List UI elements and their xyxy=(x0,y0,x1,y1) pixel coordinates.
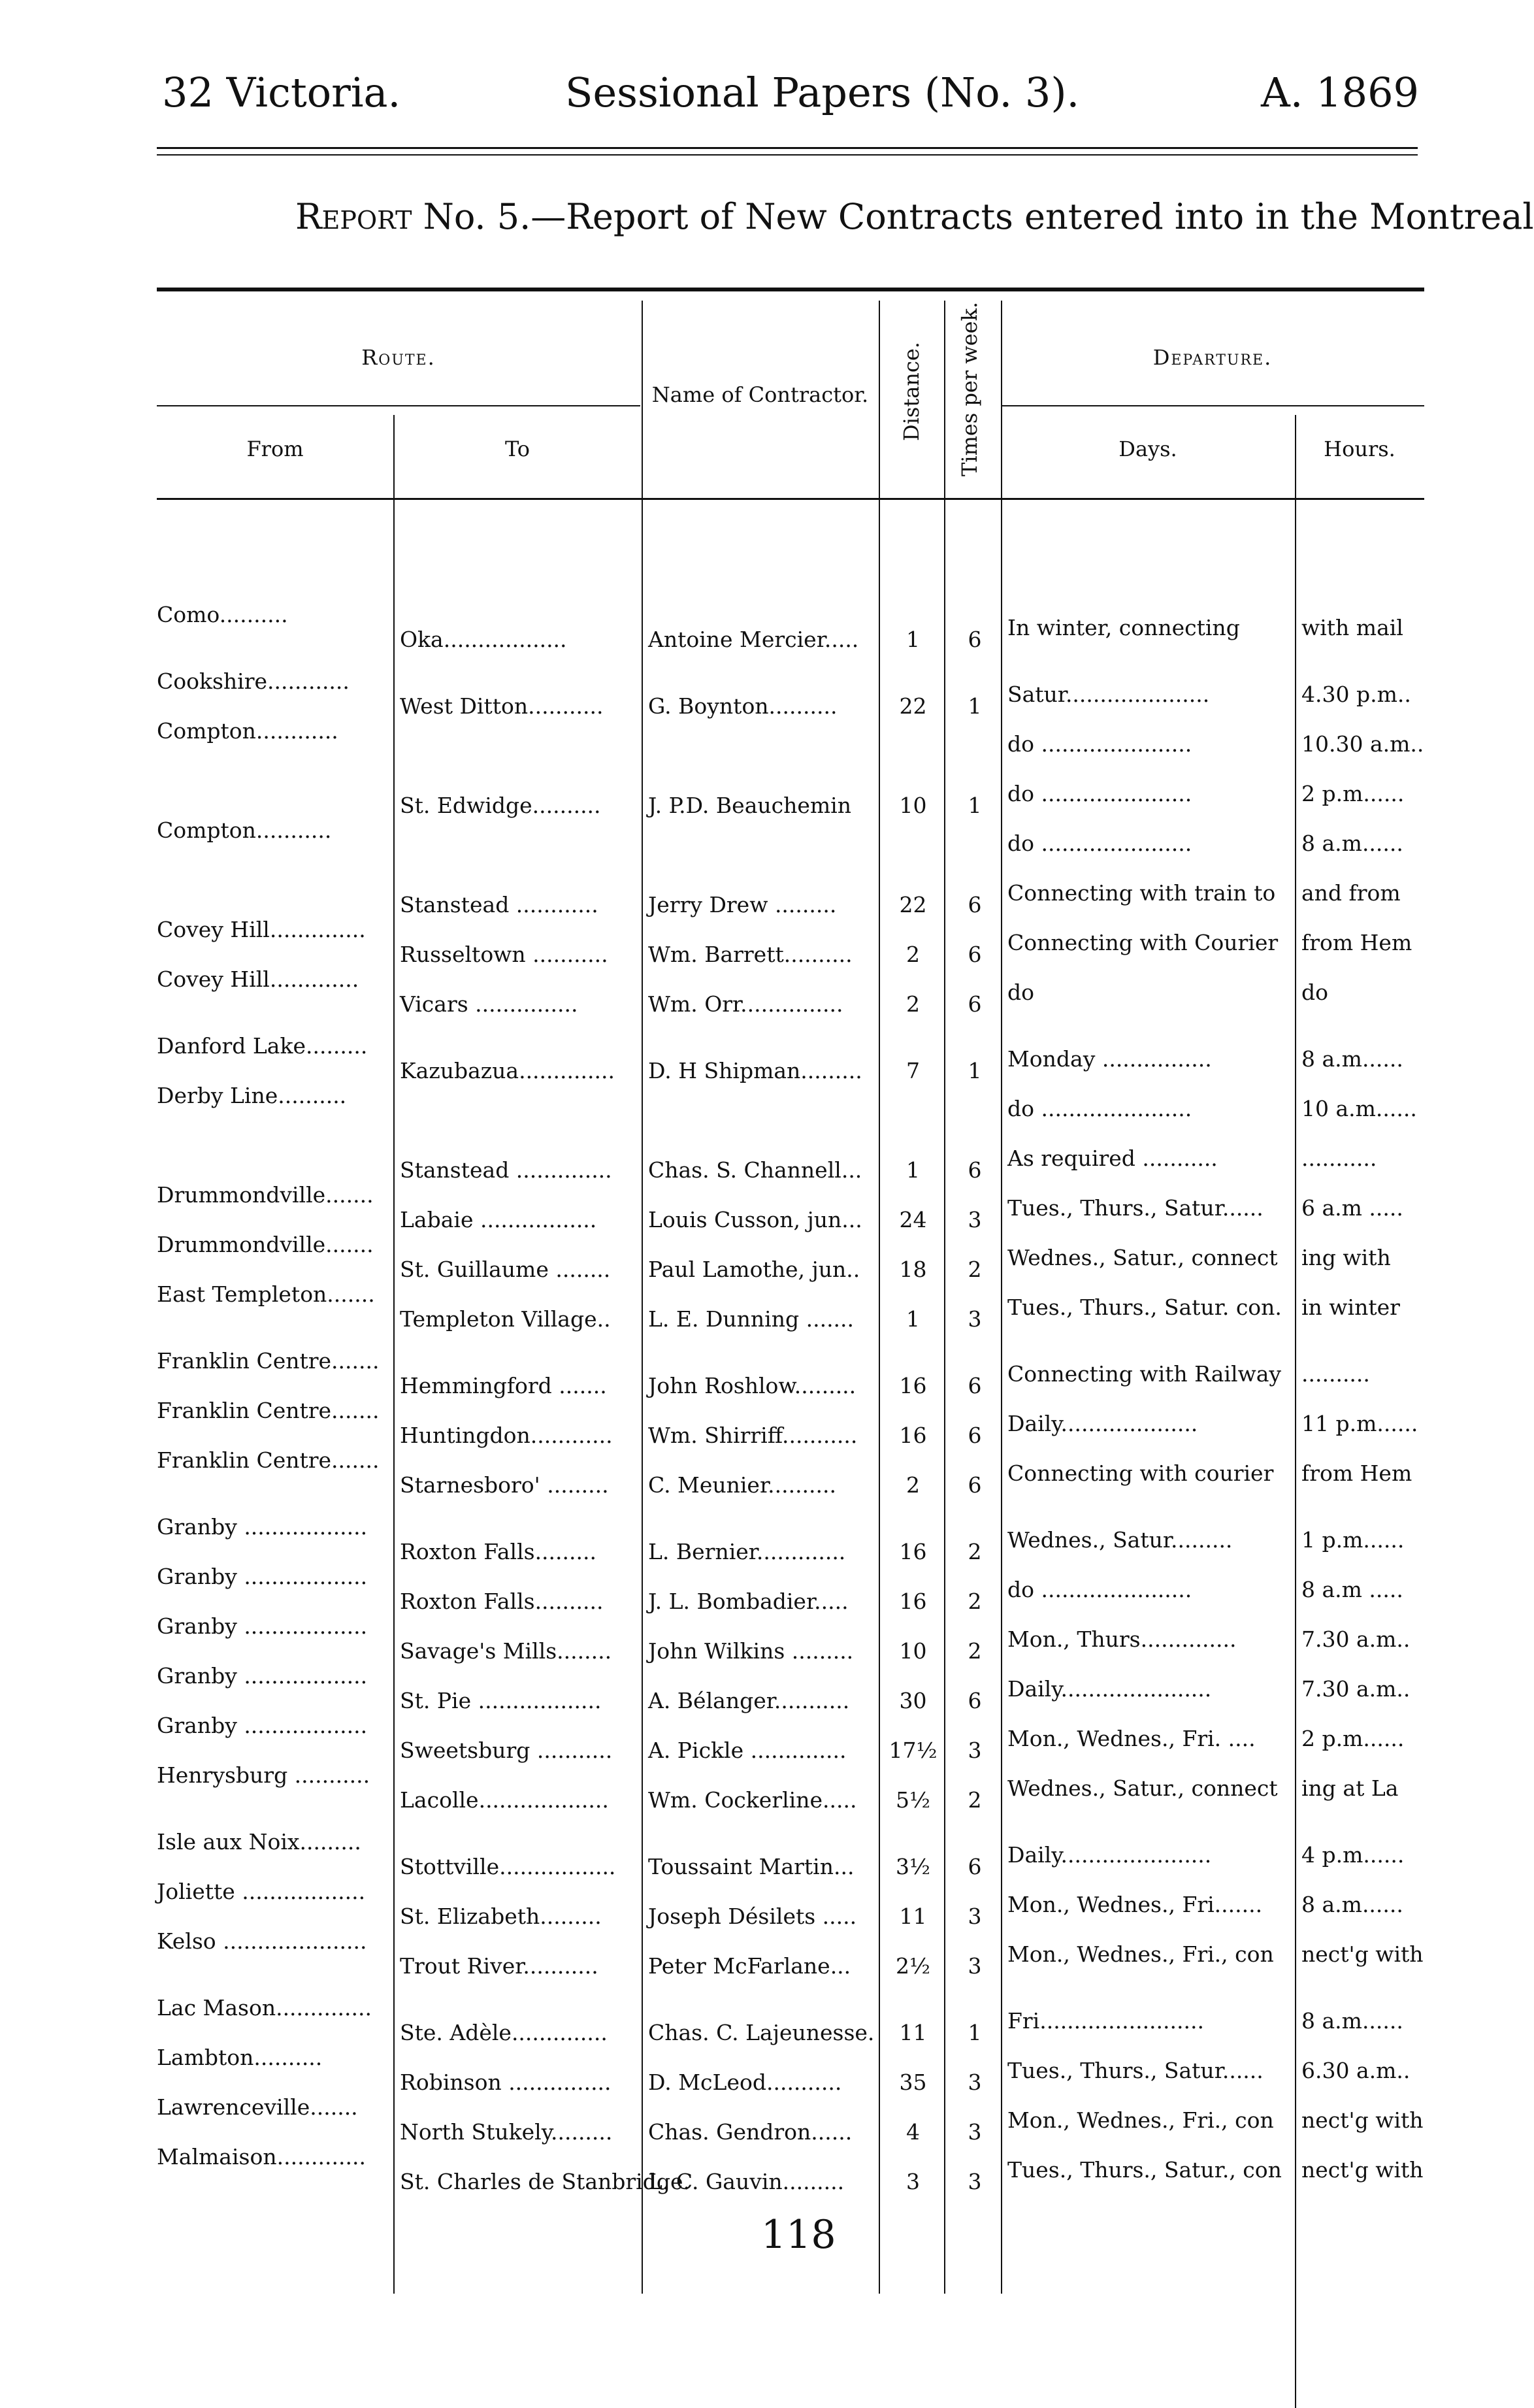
row-contractor: Wm. Shirriff........... xyxy=(648,1423,858,1448)
row-contractor: G. Boynton.......... xyxy=(648,693,838,719)
row-to: Stanstead ............ xyxy=(400,892,598,917)
table-row xyxy=(157,602,1424,651)
row-distance: 7 xyxy=(906,1058,920,1083)
table-row xyxy=(157,668,1424,718)
row-days: Wednes., Satur., connect xyxy=(1007,1775,1278,1801)
row-from: Franklin Centre....... xyxy=(157,1398,380,1423)
row-hours: 6.30 a.m.. xyxy=(1301,2058,1411,2083)
row-contractor: Wm. Barrett.......... xyxy=(648,942,853,967)
table-row xyxy=(157,2045,1424,2094)
row-from: Granby .................. xyxy=(157,1663,368,1689)
row-to: Sweetsburg ........... xyxy=(400,1738,613,1763)
row-from: Granby .................. xyxy=(157,1713,368,1738)
row-contractor: John Wilkins ......... xyxy=(648,1638,854,1664)
table-row xyxy=(157,966,1424,1016)
row-from: Compton........... xyxy=(157,817,332,843)
row-contractor: J. L. Bombadier..... xyxy=(648,1589,849,1614)
row-distance: 24 xyxy=(899,1207,927,1232)
report-lead: Report xyxy=(295,196,412,237)
row-hours: 10.30 a.m.. xyxy=(1301,731,1424,757)
row-hours: 1 p.m...... xyxy=(1301,1527,1405,1553)
row-days: Wednes., Satur......... xyxy=(1007,1527,1233,1553)
table-row xyxy=(157,1281,1424,1331)
row-contractor: Toussaint Martin... xyxy=(648,1854,855,1879)
row-days: Connecting with Courier xyxy=(1007,930,1279,955)
row-contractor: A. Bélanger........... xyxy=(648,1688,850,1713)
row-days: Monday ................ xyxy=(1007,1046,1212,1072)
col-distance: Distance. xyxy=(899,342,924,441)
row-from: Como.......... xyxy=(157,602,288,627)
row-from: Franklin Centre....... xyxy=(157,1348,380,1374)
table-row xyxy=(157,867,1424,917)
header-rule-top xyxy=(157,147,1418,149)
row-days: Mon., Wednes., Fri., con xyxy=(1007,1941,1274,1967)
row-distance: 22 xyxy=(899,892,927,917)
contracts-table xyxy=(157,288,1424,2294)
row-distance: 3 xyxy=(906,2169,920,2194)
row-from: Joliette .................. xyxy=(157,1879,366,1904)
row-distance: 30 xyxy=(899,1688,927,1713)
table-row xyxy=(157,1083,1424,1132)
row-distance: 11 xyxy=(899,2020,927,2045)
row-days: Daily...................... xyxy=(1007,1842,1212,1868)
row-hours: 11 p.m...... xyxy=(1301,1411,1418,1436)
row-days: do ...................... xyxy=(1007,731,1192,757)
row-to: Stanstead .............. xyxy=(400,1157,612,1183)
report-subtitle xyxy=(295,196,1534,237)
row-times: 1 xyxy=(968,2020,982,2045)
row-contractor: C. Meunier.......... xyxy=(648,1472,837,1498)
row-contractor: D. McLeod........... xyxy=(648,2070,842,2095)
row-days: do ...................... xyxy=(1007,781,1192,806)
row-hours: from Hem xyxy=(1301,1460,1412,1486)
row-hours: 8 a.m...... xyxy=(1301,831,1403,856)
row-times: 6 xyxy=(968,1423,982,1448)
row-distance: 10 xyxy=(899,793,927,818)
row-times: 3 xyxy=(968,1306,982,1332)
row-hours: 10 a.m...... xyxy=(1301,1096,1417,1121)
row-days: Connecting with courier xyxy=(1007,1460,1274,1486)
row-days: Mon., Wednes., Fri. .... xyxy=(1007,1726,1256,1751)
row-days: Tues., Thurs., Satur...... xyxy=(1007,2058,1264,2083)
row-to: Hemmingford ....... xyxy=(400,1373,607,1398)
row-to: Starnesboro' ......... xyxy=(400,1472,609,1498)
row-times: 2 xyxy=(968,1787,982,1813)
row-contractor: Antoine Mercier..... xyxy=(648,627,859,652)
row-distance: 2 xyxy=(906,942,920,967)
row-times: 2 xyxy=(968,1638,982,1664)
table-row xyxy=(157,1995,1424,2045)
row-hours: 8 a.m ..... xyxy=(1301,1577,1403,1602)
row-hours: 8 a.m...... xyxy=(1301,2008,1403,2034)
row-days: In winter, connecting xyxy=(1007,615,1240,640)
row-days: Tues., Thurs., Satur. con. xyxy=(1007,1295,1282,1320)
row-times: 3 xyxy=(968,1953,982,1979)
row-hours: 4.30 p.m.. xyxy=(1301,682,1411,707)
table-row xyxy=(157,1398,1424,1447)
col-departure: Departure. xyxy=(1152,345,1273,370)
row-distance: 18 xyxy=(899,1257,927,1282)
row-to: Kazubazua.............. xyxy=(400,1058,615,1083)
table-row xyxy=(157,1182,1424,1232)
row-hours: ........... xyxy=(1301,1146,1377,1171)
row-distance: 2 xyxy=(906,991,920,1017)
row-times: 6 xyxy=(968,942,982,967)
row-contractor: John Roshlow......... xyxy=(648,1373,857,1398)
row-to: Roxton Falls......... xyxy=(400,1539,596,1564)
table-row xyxy=(157,817,1424,867)
row-to: Vicars ............... xyxy=(400,991,578,1017)
row-from: Drummondville....... xyxy=(157,1182,374,1208)
header-title: Sessional Papers (No. 3). xyxy=(565,69,1080,116)
row-to: Robinson ............... xyxy=(400,2070,612,2095)
row-days: Connecting with train to xyxy=(1007,880,1276,906)
header-bottom-rule xyxy=(157,498,1424,500)
row-hours: from Hem xyxy=(1301,930,1412,955)
row-to: Labaie ................. xyxy=(400,1207,597,1232)
row-from: Lac Mason.............. xyxy=(157,1995,372,2020)
row-from: Covey Hill.............. xyxy=(157,917,366,942)
row-distance: 16 xyxy=(899,1589,927,1614)
row-contractor: Wm. Cockerline..... xyxy=(648,1787,857,1813)
col-times-per-week: Times per week. xyxy=(957,301,982,476)
row-to: St. Elizabeth......... xyxy=(400,1904,602,1929)
table-row xyxy=(157,1762,1424,1812)
row-from: Granby .................. xyxy=(157,1613,368,1639)
row-contractor: Chas. S. Channell... xyxy=(648,1157,862,1183)
header-year: A. 1869 xyxy=(1261,69,1419,116)
table-row xyxy=(157,1829,1424,1879)
row-to: Stottville................. xyxy=(400,1854,616,1879)
row-times: 3 xyxy=(968,2070,982,2095)
row-times: 6 xyxy=(968,1688,982,1713)
row-times: 3 xyxy=(968,1904,982,1929)
col-from: From xyxy=(246,437,304,461)
row-days: do ...................... xyxy=(1007,1096,1192,1121)
row-hours: 4 p.m...... xyxy=(1301,1842,1405,1868)
row-from: Isle aux Noix......... xyxy=(157,1829,361,1855)
row-days: do xyxy=(1007,980,1034,1005)
row-distance: 2½ xyxy=(896,1953,930,1979)
table-row xyxy=(157,1514,1424,1564)
row-from: Henrysburg ........... xyxy=(157,1762,370,1788)
table-row xyxy=(157,1713,1424,1762)
departure-rule xyxy=(1001,405,1424,406)
row-days: Mon., Wednes., Fri....... xyxy=(1007,1892,1263,1917)
row-times: 1 xyxy=(968,693,982,719)
row-days: As required ........... xyxy=(1007,1146,1218,1171)
table-row xyxy=(157,1613,1424,1663)
row-days: Fri........................ xyxy=(1007,2008,1204,2034)
row-hours: 2 p.m...... xyxy=(1301,781,1405,806)
row-from: Granby .................. xyxy=(157,1564,368,1589)
table-row xyxy=(157,1564,1424,1613)
row-days: do ...................... xyxy=(1007,831,1192,856)
row-distance: 1 xyxy=(906,1306,920,1332)
row-hours: nect'g with xyxy=(1301,1941,1424,1967)
col-route: Route. xyxy=(361,345,436,370)
row-hours: ing with xyxy=(1301,1245,1391,1270)
row-times: 6 xyxy=(968,1854,982,1879)
row-days: Daily.................... xyxy=(1007,1411,1198,1436)
row-hours: nect'g with xyxy=(1301,2157,1424,2183)
row-from: Malmaison............. xyxy=(157,2144,366,2169)
row-days: do ...................... xyxy=(1007,1577,1192,1602)
row-from: Lawrenceville....... xyxy=(157,2094,358,2120)
route-rule xyxy=(157,405,640,406)
header-rule-bottom xyxy=(157,154,1418,156)
row-times: 1 xyxy=(968,793,982,818)
row-times: 1 xyxy=(968,1058,982,1083)
row-contractor: L. Bernier............. xyxy=(648,1539,846,1564)
row-days: Mon., Thurs.............. xyxy=(1007,1626,1237,1652)
row-from: Granby .................. xyxy=(157,1514,368,1540)
row-hours: 7.30 a.m.. xyxy=(1301,1676,1411,1702)
row-hours: 2 p.m...... xyxy=(1301,1726,1405,1751)
row-to: St. Edwidge.......... xyxy=(400,793,601,818)
row-contractor: Chas. C. Lajeunesse. xyxy=(648,2020,875,2045)
row-distance: 2 xyxy=(906,1472,920,1498)
row-from: Derby Line.......... xyxy=(157,1083,347,1108)
row-to: Lacolle................... xyxy=(400,1787,609,1813)
row-times: 3 xyxy=(968,1738,982,1763)
row-to: Trout River........... xyxy=(400,1953,598,1979)
row-from: Franklin Centre....... xyxy=(157,1447,380,1473)
row-from: Danford Lake......... xyxy=(157,1033,368,1059)
row-to: Roxton Falls.......... xyxy=(400,1589,604,1614)
table-row xyxy=(157,1928,1424,1978)
row-to: West Ditton........... xyxy=(400,693,604,719)
row-to: St. Charles de Stanbridge. xyxy=(400,2169,690,2194)
row-days: Mon., Wednes., Fri., con xyxy=(1007,2107,1274,2133)
row-contractor: Paul Lamothe, jun.. xyxy=(648,1257,860,1282)
row-times: 6 xyxy=(968,1373,982,1398)
row-distance: 4 xyxy=(906,2119,920,2145)
row-distance: 10 xyxy=(899,1638,927,1664)
row-days: Satur..................... xyxy=(1007,682,1210,707)
row-contractor: L. E. Dunning ....... xyxy=(648,1306,855,1332)
row-to: St. Guillaume ........ xyxy=(400,1257,611,1282)
row-times: 3 xyxy=(968,2119,982,2145)
row-contractor: A. Pickle .............. xyxy=(648,1738,847,1763)
table-row xyxy=(157,1132,1424,1182)
row-contractor: Joseph Désilets ..... xyxy=(648,1904,857,1929)
row-from: Lambton.......... xyxy=(157,2045,323,2070)
row-to: Ste. Adèle.............. xyxy=(400,2020,608,2045)
row-times: 2 xyxy=(968,1589,982,1614)
row-hours: nect'g with xyxy=(1301,2107,1424,2133)
row-hours: 6 a.m ..... xyxy=(1301,1195,1403,1221)
row-distance: 22 xyxy=(899,693,927,719)
row-contractor: Louis Cusson, jun... xyxy=(648,1207,862,1232)
row-distance: 16 xyxy=(899,1373,927,1398)
table-body xyxy=(157,585,1424,2194)
row-days: Tues., Thurs., Satur...... xyxy=(1007,1195,1264,1221)
header-volume: 32 Victoria. xyxy=(162,69,401,116)
row-hours: with mail xyxy=(1301,615,1403,640)
row-from: Kelso ..................... xyxy=(157,1928,367,1954)
col-days: Days. xyxy=(1118,437,1177,461)
row-times: 6 xyxy=(968,1472,982,1498)
row-distance: 5½ xyxy=(896,1787,930,1813)
col-hours: Hours. xyxy=(1324,437,1395,461)
row-contractor: D. H Shipman......... xyxy=(648,1058,862,1083)
row-distance: 1 xyxy=(906,1157,920,1183)
report-subtitle-text: No. 5.—Report of New Contracts entered into in the Montreal xyxy=(423,196,1534,237)
table-row xyxy=(157,917,1424,966)
row-from: East Templeton....... xyxy=(157,1281,375,1307)
row-hours: .......... xyxy=(1301,1361,1370,1387)
row-times: 6 xyxy=(968,991,982,1017)
row-times: 6 xyxy=(968,892,982,917)
row-contractor: L. C. Gauvin......... xyxy=(648,2169,845,2194)
table-row xyxy=(157,768,1424,817)
row-times: 3 xyxy=(968,1207,982,1232)
row-days: Wednes., Satur., connect xyxy=(1007,1245,1278,1270)
table-top-rule xyxy=(157,288,1424,291)
row-hours: 8 a.m...... xyxy=(1301,1892,1403,1917)
row-contractor: Wm. Orr............... xyxy=(648,991,843,1017)
col-to: To xyxy=(504,437,530,461)
row-contractor: Jerry Drew ......... xyxy=(648,892,837,917)
col-contractor: Name of Contractor. xyxy=(651,382,869,407)
row-hours: do xyxy=(1301,980,1328,1005)
row-contractor: Chas. Gendron...... xyxy=(648,2119,853,2145)
row-to: Oka.................. xyxy=(400,627,567,652)
row-to: Savage's Mills........ xyxy=(400,1638,612,1664)
row-times: 2 xyxy=(968,1257,982,1282)
row-contractor: J. P.D. Beauchemin xyxy=(648,793,851,818)
row-from: Compton............ xyxy=(157,718,338,744)
row-distance: 16 xyxy=(899,1423,927,1448)
row-days: Connecting with Railway xyxy=(1007,1361,1282,1387)
row-times: 6 xyxy=(968,627,982,652)
table-row xyxy=(157,2094,1424,2144)
row-distance: 1 xyxy=(906,627,920,652)
row-to: Russeltown ........... xyxy=(400,942,608,967)
table-row xyxy=(157,718,1424,768)
row-distance: 3½ xyxy=(896,1854,930,1879)
row-hours: in winter xyxy=(1301,1295,1400,1320)
row-hours: and from xyxy=(1301,880,1401,906)
row-times: 6 xyxy=(968,1157,982,1183)
row-times: 3 xyxy=(968,2169,982,2194)
row-distance: 35 xyxy=(899,2070,927,2095)
row-hours: 8 a.m...... xyxy=(1301,1046,1403,1072)
row-distance: 11 xyxy=(899,1904,927,1929)
row-hours: 7.30 a.m.. xyxy=(1301,1626,1411,1652)
table-row xyxy=(157,2144,1424,2194)
table-row xyxy=(157,1663,1424,1713)
table-row xyxy=(157,1447,1424,1497)
row-from: Covey Hill............. xyxy=(157,966,359,992)
row-from: Drummondville....... xyxy=(157,1232,374,1257)
row-distance: 17½ xyxy=(889,1738,938,1763)
row-to: Huntingdon............ xyxy=(400,1423,613,1448)
row-days: Tues., Thurs., Satur., con xyxy=(1007,2157,1282,2183)
row-to: Templeton Village.. xyxy=(400,1306,611,1332)
row-to: North Stukely......... xyxy=(400,2119,613,2145)
row-from: Cookshire............ xyxy=(157,668,350,694)
table-row xyxy=(157,1348,1424,1398)
row-contractor: Peter McFarlane... xyxy=(648,1953,851,1979)
row-hours: ing at La xyxy=(1301,1775,1399,1801)
table-row xyxy=(157,1033,1424,1083)
table-row xyxy=(157,1232,1424,1281)
row-times: 2 xyxy=(968,1539,982,1564)
row-days: Daily...................... xyxy=(1007,1676,1212,1702)
page-number: 118 xyxy=(761,2212,836,2258)
row-to: St. Pie .................. xyxy=(400,1688,602,1713)
table-row xyxy=(157,1879,1424,1928)
row-distance: 16 xyxy=(899,1539,927,1564)
